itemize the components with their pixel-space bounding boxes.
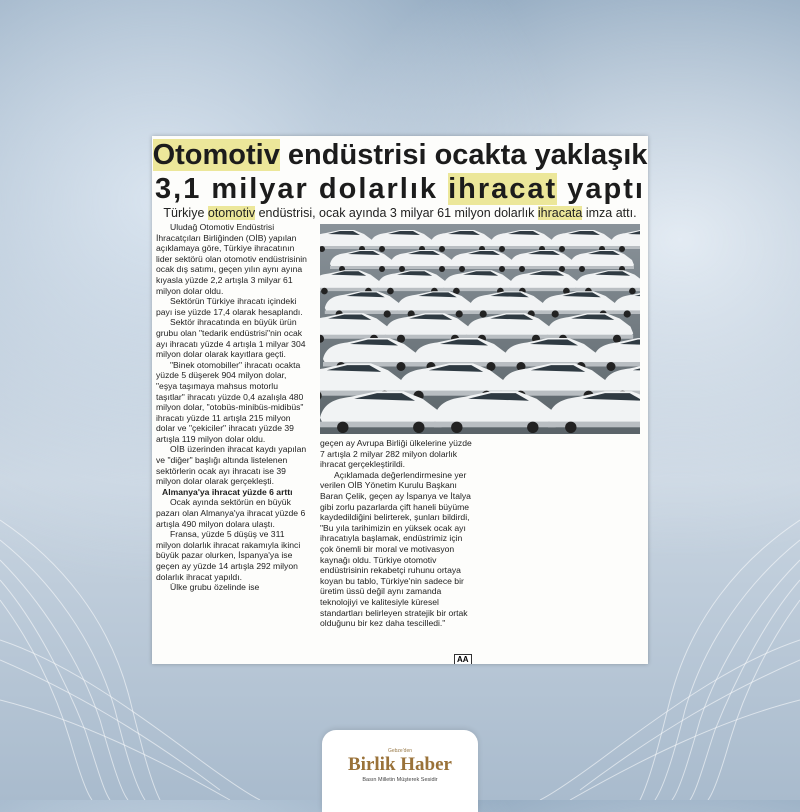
brand-name: Birlik Haber: [348, 754, 452, 775]
parked-cars-image: [320, 224, 640, 434]
col2-paragraph-1: geçen ay Avrupa Birliği ülkelerine yüzde 7 artışla 2 milyar 282 milyon dolarlık ihracat gerçekleştirildi.: [320, 438, 472, 470]
brand-slogan: Basın Milletin Müşterek Sesidir: [362, 777, 438, 783]
col1-paragraph-5: OİB üzerinden ihracat kaydı yapılan ve "diğer" başlığı altında listelenen sektörlerin ocak ayı ihracatı ise 39 milyon dolar olarak gerçekleşti.: [156, 444, 307, 487]
headline-text-1: endüstrisi ocakta yaklaşık: [279, 139, 648, 171]
headline-line-2: [152, 172, 648, 206]
subtitle-part-1: Türkiye: [163, 206, 208, 220]
col1-paragraph-7: Fransa, yüzde 5 düşüş ve 311 milyon dolarlık ihracat rakamıyla ikinci büyük pazar olurken, İspanya'ya ise geçen ay yüzde 14 artışla 292 milyon dolarlık ihracat yapıldı.: [156, 529, 301, 582]
col1-paragraph-6: Ocak ayında sektörün en büyük pazarı olan Almanya'ya ihracat yüzde 6 artışla 490 milyon dolara ulaştı.: [156, 497, 306, 529]
col1-paragraph-2: Sektörün Türkiye ihracatı içindeki payı ise yüzde 17,4 olarak hesaplandı.: [156, 296, 303, 317]
parked-cars-photo: [320, 224, 640, 434]
headline-line-1: [152, 138, 648, 172]
headline-highlight-otomotiv: Otomotiv: [152, 139, 280, 171]
headline-text-2a: 3,1 milyar dolarlık: [155, 173, 449, 205]
article-column-2: [320, 438, 478, 629]
col2-paragraph-2: Açıklamada değerlendirmesine yer verilen OİB Yönetim Kurulu Başkanı Baran Çelik, geçen ay İspanya ve İtalya gibi zorlu pazarlarda çift haneli büyüme kaydedildiğini belirterek, şunları bildirdi, "Bu yıla tarihimizin en yüksek ocak ayı ihracatıyla başlamak, endüstrimiz için çok önemli bir moral ve motivasyon kaynağı oldu. Türkiye otomotiv endüstrisinin rekabetçi ruhunu ortaya koyan bu tablo, Türkiye'nin sadece bir üretim üssü değil aynı zamanda teknolojiyi ve kalitesiyle küresel standartları belirleyen stratejik bir ortak olduğunu bir kez daha tescilledi.": [320, 469, 471, 629]
col1-paragraph-4: "Binek otomobiller" ihracatı ocakta yüzde 5 düşerek 904 milyon dolar, "eşya taşımaya mahsus motorlu taşıtlar" ihracatı yüzde 0,4 azalışla 480 milyon dolar, "otobüs-minibüs-midibüs" ihracatı yüzde 11 artışla 215 milyon dolar ve "çekiciler" ihracatı yüzde 39 artışla 119 milyon dolar oldu.: [156, 359, 304, 444]
source-tag: AA: [454, 654, 472, 664]
subtitle-part-2: endüstrisi, ocak ayında 3 milyar 61 milyon dolarlık: [255, 206, 538, 220]
col1-paragraph-1: Uludağ Otomotiv Endüstrisi İhracatçıları Birliğinden (OİB) yapılan açıklamaya göre, Türkiye ihracatının lider sektörü olan otomotiv endüstrisinin ocak dış satımı, geçen yılın aynı ayına kıyasla yüzde 2,2 artışla 3 milyar 61 milyon dolar oldu.: [156, 222, 307, 296]
article-column-1: [156, 222, 308, 593]
headline-text-2b: yaptı: [557, 173, 645, 205]
col1-paragraph-8: Ülke grubu özelinde ise: [170, 582, 260, 593]
subtitle-highlight-1: otomotiv: [207, 206, 256, 220]
brand-topline: Gebze'den: [387, 748, 413, 754]
newspaper-clipping: [152, 136, 648, 664]
col1-paragraph-3: Sektör ihracatında en büyük ürün grubu olan "tedarik endüstrisi"nin ocak ayı ihracatı yüzde 4 artışla 1 milyar 304 milyon dolar olarak kayıtlara geçti.: [156, 317, 306, 360]
article-subtitle: [152, 206, 648, 220]
subtitle-part-3: imza attı.: [582, 206, 637, 220]
headline-highlight-ihracat: ihracat: [448, 173, 558, 205]
col1-subheading: Almanya'ya ihracat yüzde 6 arttı: [162, 486, 293, 497]
subtitle-highlight-2: ihracata: [537, 206, 583, 220]
